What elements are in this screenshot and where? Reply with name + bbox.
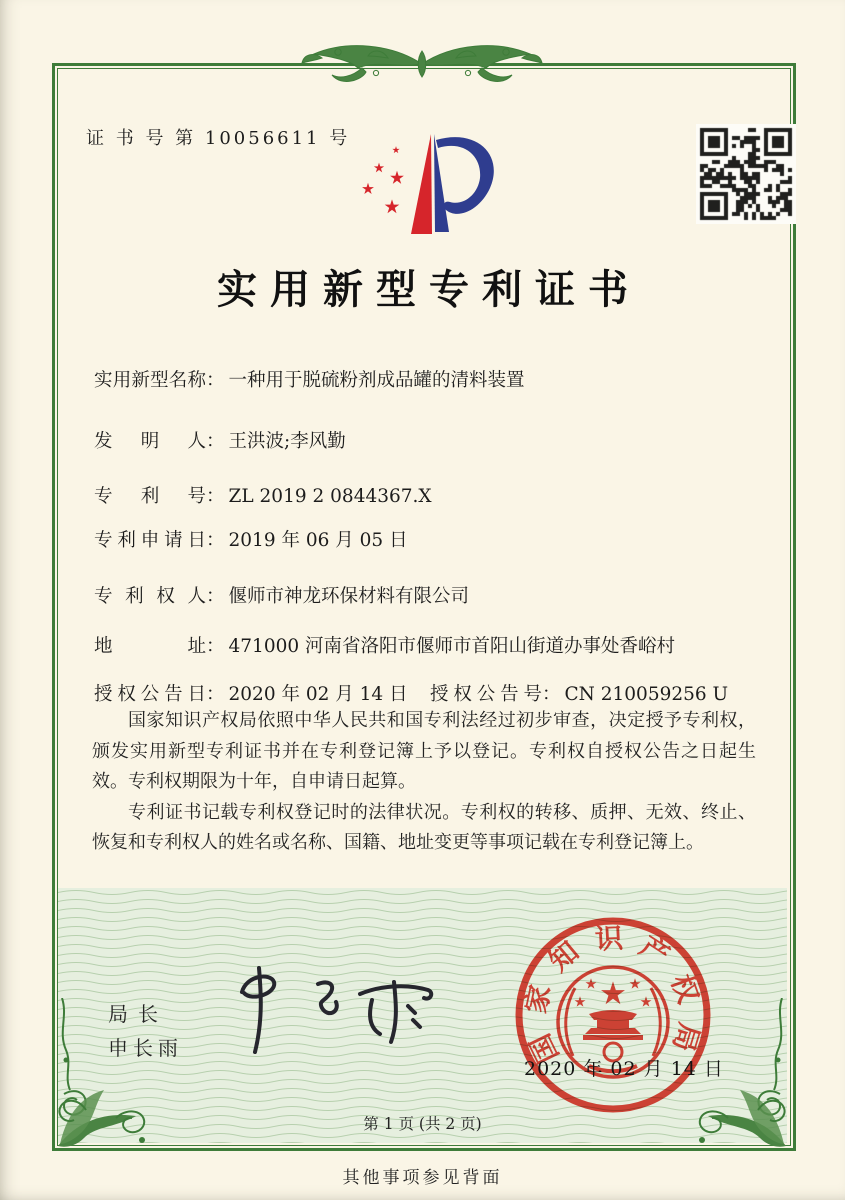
label-colon: ： bbox=[206, 370, 225, 391]
top-scroll-ornament-icon bbox=[292, 38, 552, 94]
field-value: CN 210059256 U bbox=[564, 684, 729, 705]
field-row-grant-date bbox=[94, 680, 408, 706]
page-number: 第 1 页 (共 2 页) bbox=[363, 1115, 482, 1133]
label-colon: ： bbox=[206, 636, 225, 657]
field-label: 授权公告日 bbox=[94, 684, 206, 705]
legal-paragraph-1: 国家知识产权局依照中华人民共和国专利法经过初步审查，决定授予专利权，颁发实用新型专利证书并在专利登记簿上予以登记。专利权自授权公告之日起生效。专利权期限为十年，自申请日起算。 bbox=[92, 710, 756, 792]
certificate-number: 证 书 号 第 10056611 号 bbox=[86, 128, 351, 149]
field-value: 一种用于脱硫粉剂成品罐的清料装置 bbox=[228, 370, 525, 391]
seal-date: 2020 年 02 月 14 日 bbox=[524, 1058, 724, 1080]
field-row-patentee bbox=[94, 582, 469, 608]
seal-char: 识 bbox=[594, 921, 624, 956]
director-title: 局长 bbox=[108, 1002, 168, 1026]
field-row-filing-date bbox=[94, 526, 408, 552]
field-value: 2020 年 02 月 14 日 bbox=[228, 684, 408, 705]
seal-char: 产 bbox=[633, 929, 676, 973]
seal-char: 国 bbox=[523, 1028, 566, 1069]
field-value: 471000 河南省洛阳市偃师市首阳山街道办事处香峪村 bbox=[228, 636, 676, 657]
seal-char: 权 bbox=[664, 970, 706, 1008]
field-label: 专利权人 bbox=[94, 586, 206, 607]
cnipa-logo-icon bbox=[352, 130, 517, 246]
cnipa-official-seal bbox=[508, 910, 718, 1124]
field-value: 王洪波;李风勤 bbox=[228, 431, 346, 452]
field-value: 偃师市神龙环保材料有限公司 bbox=[228, 586, 470, 607]
field-row-patent-number bbox=[94, 482, 432, 508]
legal-text-block bbox=[92, 706, 756, 859]
seal-char: 知 bbox=[542, 934, 586, 979]
field-label: 地址 bbox=[94, 636, 206, 657]
seal-char: 局 bbox=[666, 1019, 707, 1056]
field-row-grant-number bbox=[430, 680, 728, 706]
qr-code bbox=[696, 124, 796, 224]
director-name: 申长雨 bbox=[108, 1036, 183, 1060]
seal-char: 家 bbox=[519, 981, 558, 1017]
field-row-inventors bbox=[94, 427, 346, 453]
field-value: ZL 2019 2 0844367.X bbox=[228, 486, 432, 507]
field-label: 授权公告号 bbox=[430, 684, 542, 705]
label-colon: ： bbox=[206, 530, 225, 551]
label-colon: ： bbox=[206, 486, 225, 507]
field-label: 实用新型名称 bbox=[94, 370, 206, 391]
field-label: 发明人 bbox=[94, 431, 206, 452]
field-label: 专利申请日 bbox=[94, 530, 206, 551]
back-side-note: 其他事项参见背面 bbox=[342, 1168, 503, 1188]
label-colon: ： bbox=[206, 586, 225, 607]
field-row-address bbox=[94, 632, 675, 658]
legal-paragraph-2: 专利证书记载专利权登记时的法律状况。专利权的转移、质押、无效、终止、恢复和专利权人的姓名或名称、国籍、地址变更等事项记载在专利登记簿上。 bbox=[92, 801, 756, 853]
field-label: 专利号 bbox=[94, 486, 206, 507]
director-signature-icon bbox=[222, 962, 442, 1061]
field-row-name bbox=[94, 366, 525, 392]
label-colon: ： bbox=[206, 431, 225, 452]
certificate-title: 实用新型专利证书 bbox=[217, 266, 641, 313]
field-value: 2019 年 06 月 05 日 bbox=[228, 530, 408, 551]
label-colon: ： bbox=[542, 684, 561, 705]
label-colon: ： bbox=[206, 684, 225, 705]
